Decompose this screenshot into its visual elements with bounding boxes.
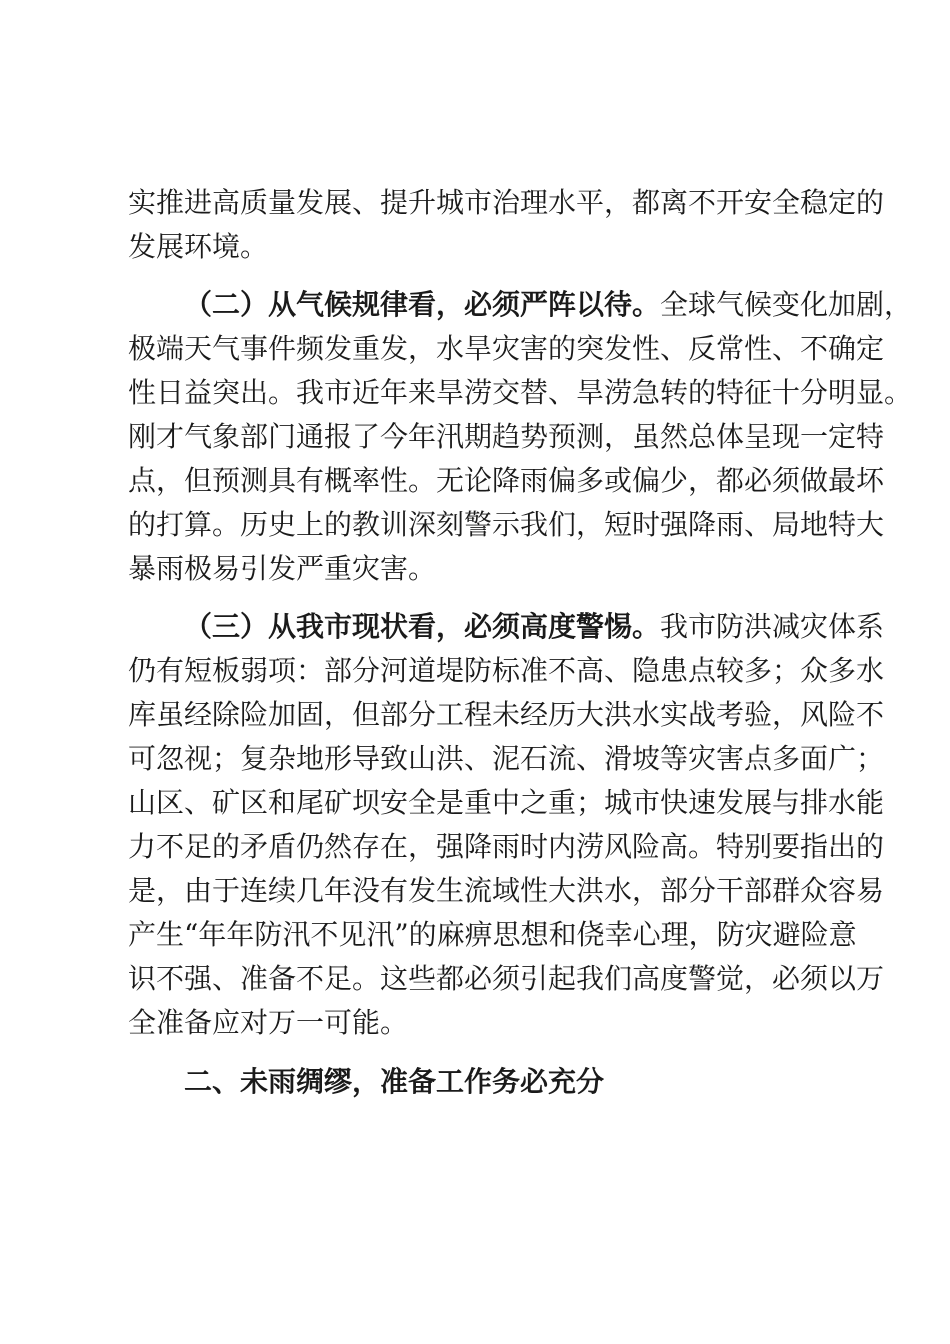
paragraph-2-first-rest: 全球气候变化加剧，	[660, 288, 913, 321]
paragraph-1-line-2: 发展环境。	[128, 230, 269, 263]
paragraph-3-line-5: 山区、矿区和尾矿坝安全是重中之重；城市快速发展与排水能	[128, 786, 885, 819]
paragraph-3-line-1	[184, 609, 885, 645]
paragraph-2-line-1	[184, 287, 913, 323]
paragraph-2-line-6: 的打算。历史上的教训深刻警示我们，短时强降雨、局地特大	[128, 508, 885, 541]
paragraph-2-line-7: 暴雨极易引发严重灾害。	[128, 552, 437, 585]
paragraph-3-line-10: 全准备应对万一可能。	[128, 1006, 409, 1039]
paragraph-3-line-8: 产生“年年防汛不见汛”的麻痹思想和侥幸心理，防灾避险意	[128, 918, 857, 951]
paragraph-3-line-4: 可忽视；复杂地形导致山洪、泥石流、滑坡等灾害点多面广；	[128, 742, 885, 775]
paragraph-2-line-4: 刚才气象部门通报了今年汛期趋势预测，虽然总体呈现一定特	[128, 420, 885, 453]
paragraph-3-first-rest: 我市防洪减灾体系	[660, 610, 885, 643]
paragraph-2-line-5: 点，但预测具有概率性。无论降雨偏多或偏少，都必须做最坏	[128, 464, 885, 497]
paragraph-3-line-3: 库虽经除险加固，但部分工程未经历大洪水实战考验，风险不	[128, 698, 885, 731]
paragraph-2-line-3: 性日益突出。我市近年来旱涝交替、旱涝急转的特征十分明显。	[128, 376, 913, 409]
section-2-heading: 二、未雨绸缪，准备工作务必充分	[184, 1065, 605, 1098]
paragraph-3-line-7: 是，由于连续几年没有发生流域性大洪水，部分干部群众容易	[128, 874, 885, 907]
paragraph-3-line-2: 仍有短板弱项：部分河道堤防标准不高、隐患点较多；众多水	[128, 654, 885, 687]
paragraph-1-line-1: 实推进高质量发展、提升城市治理水平，都离不开安全稳定的	[128, 186, 885, 219]
paragraph-3-lead: （三）从我市现状看，必须高度警惕。	[184, 610, 661, 643]
paragraph-2-line-2: 极端天气事件频发重发，水旱灾害的突发性、反常性、不确定	[128, 332, 885, 365]
paragraph-2-lead: （二）从气候规律看，必须严阵以待。	[184, 288, 661, 321]
paragraph-3-line-6: 力不足的矛盾仍然存在，强降雨时内涝风险高。特别要指出的	[128, 830, 885, 863]
paragraph-3-line-9: 识不强、准备不足。这些都必须引起我们高度警觉，必须以万	[128, 962, 885, 995]
